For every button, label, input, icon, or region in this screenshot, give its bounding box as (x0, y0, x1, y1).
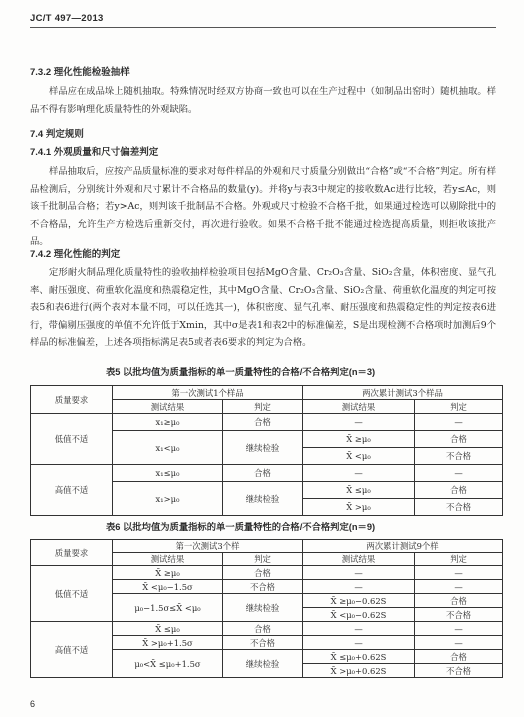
table-cell: x₁<μ₀ (113, 431, 223, 465)
table-cell: 不合格 (223, 580, 303, 594)
table-cell: X̄ ≤μ₀ (303, 482, 415, 499)
table5-col-judge2: 判定 (415, 400, 503, 414)
table-cell: — (303, 636, 415, 650)
table-cell: — (415, 622, 503, 636)
table-cell: 继续检验 (223, 650, 303, 678)
table-cell: 继续检验 (223, 482, 303, 516)
table-cell: — (303, 580, 415, 594)
table5-col-result: 测试结果 (113, 400, 223, 414)
table-cell: — (415, 636, 503, 650)
table-cell: x₁≥μ₀ (113, 414, 223, 431)
header-rule (30, 27, 496, 28)
table-cell: — (415, 566, 503, 580)
table-cell: 合格 (223, 566, 303, 580)
table-cell: X̄ <μ₀ (303, 448, 415, 465)
table-cell: — (303, 566, 415, 580)
table-cell: μ₀−1.5σ≤X̄ <μ₀ (113, 594, 223, 622)
table-cell: 继续检验 (223, 431, 303, 465)
table-cell: — (303, 414, 415, 431)
table-cell: X̄ ≥μ₀−0.62S (303, 594, 415, 608)
table6-col-judge2: 判定 (415, 553, 503, 566)
section-7-3-2-title: 7.3.2 理化性能检验抽样 (30, 67, 130, 78)
table5-section-low: 低值不适 (31, 414, 113, 465)
table-cell: — (415, 465, 503, 482)
section-7-4-2-body: 定形耐火制品理化质量特性的验收抽样检验项目包括MgO含量、Cr₂O₃含量、SiO₂含量，体积密度、显气孔率、耐压强度、荷重软化温度和热震稳定性，其中MgO含量、Cr₂O₃含量、SiO₂含量、荷重软化温度的判定可按表5和表6进行(两个表对本量不同，可以任选其一)，体积密度、显气孔率、耐压强度和热震稳定性的判定按表6进行，带偏剔压强度的单值不允许低于Xmin，其中σ是表1和表2中的标准偏差，S是出现检测不合格项时加测后9个样品的标准偏差，上述各项指标满足表5或者表6要求的判定为合格。 (30, 267, 496, 348)
table-cell: X̄ >μ₀+1.5σ (113, 636, 223, 650)
table-cell: X̄ <μ₀−0.62S (303, 608, 415, 622)
table5 (30, 385, 503, 516)
section-7-4-title: 7.4 判定规则 (30, 129, 84, 140)
table6-section-low: 低值不适 (31, 566, 113, 622)
table5-header-first: 第一次测试1个样品 (113, 386, 303, 400)
section-7-4-1-body: 样品抽取后，应按产品质量标准的要求对每件样品的外观和尺寸质量分别做出“合格”或“不合格”判定。所有样品检测后，分别统计外观和尺寸累计不合格品的数量(y)。并将y与表3中规定的接收数Ac进行比较，若y≤Ac，则该千批制品合格；若y>Ac，则判该千批制品不合格。外观或尺寸检验不合格千批，如果通过检选可以剔除批中的不合格品，允许生产方检选后重新交付，再次进行验收。如果不合格千批不能通过检选提高质量，则拒收该批产品。 (30, 166, 496, 247)
table6-col-judge: 判定 (223, 553, 303, 566)
table5-header-cumulative: 两次累计测试3个样品 (303, 386, 503, 400)
table-cell: 不合格 (415, 664, 503, 678)
table5-caption: 表5 以批均值为质量指标的单一质量特性的合格/不合格判定(n＝3) (106, 367, 376, 377)
section-7-4-1-title: 7.4.1 外观质量和尺寸偏差判定 (30, 147, 159, 158)
table-cell: x₁≤μ₀ (113, 465, 223, 482)
table6-caption: 表6 以批均值为质量指标的单一质量特性的合格/不合格判定(n＝9) (106, 522, 376, 532)
table-cell: X̄ ≤μ₀ (113, 622, 223, 636)
table-cell: 合格 (223, 465, 303, 482)
table-cell: X̄ >μ₀+0.62S (303, 664, 415, 678)
table5-col-result2: 测试结果 (303, 400, 415, 414)
section-7-3-2-body: 样品应在成品垛上随机抽取。特殊情况时经双方协商一致也可以在生产过程中（如制品出窑时）随机抽取。样品不得有影响理化质量特性的外观缺陷。 (30, 86, 496, 115)
table-cell: X̄ <μ₀−1.5σ (113, 580, 223, 594)
table-cell: 合格 (223, 622, 303, 636)
table5-header-requirement: 质量要求 (31, 386, 113, 414)
table-cell: 合格 (415, 594, 503, 608)
table6-col-result2: 测试结果 (303, 553, 415, 566)
table5-col-judge: 判定 (223, 400, 303, 414)
standard-code: JC/T 497—2013 (30, 13, 104, 24)
table5-section-high: 高值不适 (31, 465, 113, 516)
table-cell: x₁>μ₀ (113, 482, 223, 516)
table6-section-high: 高值不适 (31, 622, 113, 678)
table-cell: X̄ ≥μ₀ (113, 566, 223, 580)
table-cell: 合格 (415, 650, 503, 664)
table-cell: 不合格 (415, 608, 503, 622)
table-cell: X̄ ≥μ₀ (303, 431, 415, 448)
table-cell: X̄ ≤μ₀+0.62S (303, 650, 415, 664)
page-number: 6 (30, 699, 36, 709)
table-cell: 合格 (415, 431, 503, 448)
table-cell: X̄ >μ₀ (303, 499, 415, 516)
table-cell: — (415, 580, 503, 594)
table6 (30, 539, 503, 678)
table-cell: 合格 (223, 414, 303, 431)
table-cell: 不合格 (415, 499, 503, 516)
table-cell: — (303, 622, 415, 636)
table6-header-first: 第一次测试3个样 (113, 540, 303, 553)
table-cell: 不合格 (415, 448, 503, 465)
table-cell: μ₀<X̄ ≤μ₀+1.5σ (113, 650, 223, 678)
table6-header-requirement: 质量要求 (31, 540, 113, 566)
table-cell: 继续检验 (223, 594, 303, 622)
table6-col-result: 测试结果 (113, 553, 223, 566)
table-cell: — (303, 465, 415, 482)
table6-header-cumulative: 两次累计测试9个样 (303, 540, 503, 553)
table-cell: — (415, 414, 503, 431)
section-7-4-2-title: 7.4.2 理化性能的判定 (30, 249, 121, 260)
table-cell: 合格 (415, 482, 503, 499)
table-cell: 不合格 (223, 636, 303, 650)
